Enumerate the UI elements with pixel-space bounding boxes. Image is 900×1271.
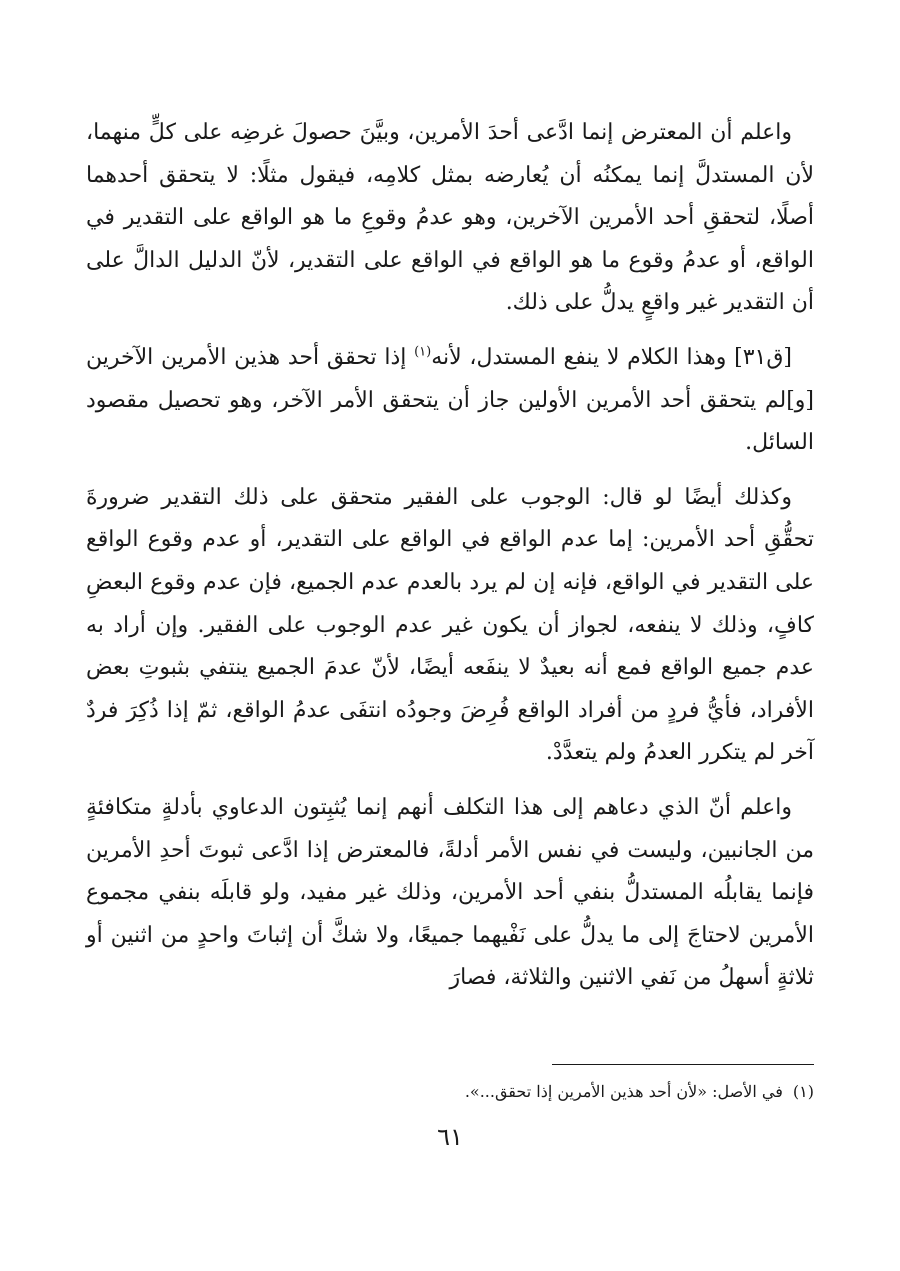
paragraph-2-end: إذا تحقق أحد هذين الأمرين الآخرين [و]لم يتحقق أحد الأمرين الأولين جاز أن يتحقق الأمر الآخر، وهو تحصيل مقصود السائل. bbox=[86, 344, 814, 456]
footnote-divider bbox=[552, 1064, 814, 1065]
page-number: ٦١ bbox=[437, 1123, 463, 1151]
footnote-text: في الأصل: «لأن أحد هذين الأمرين إذا تحقق...». bbox=[464, 1082, 783, 1101]
footnote bbox=[86, 1078, 814, 1106]
footnote-number: (١) bbox=[792, 1082, 814, 1101]
main-text bbox=[86, 112, 814, 1012]
footnote-reference: (١) bbox=[414, 344, 432, 360]
paragraph-1: واعلم أن المعترض إنما ادَّعى أحدَ الأمرين، وبيَّنَ حصولَ غرضِه على كلٍّ منهما، لأن المستدلَّ إنما يمكنُه أن يُعارضه بمثل كلامِه، فيقول مثلًا: لا يتحقق أحدهما أصلًا، لتحققِ أحد الأمرين الآخرين، وهو عدمُ وقوعِ ما هو الواقع على التقدير في الواقع، أو عدمُ وقوع ما هو الواقع في الواقع على التقدير، لأنّ الدليل الدالَّ على أن التقدير غير واقعٍ يدلُّ على ذلك. bbox=[86, 120, 814, 316]
paragraph-2 bbox=[86, 337, 814, 465]
paragraph-2-start: [ق٣١] وهذا الكلام لا ينفع المستدل، لأنه bbox=[431, 344, 792, 370]
paragraph-4: واعلم أنّ الذي دعاهم إلى هذا التكلف أنهم إنما يُثبِتون الدعاوي بأدلةٍ متكافئةٍ من الجانبين، وليست في نفس الأمر أدلةً، فالمعترض إذا ادَّعى ثبوتَ أحدِ الأمرين فإنما يقابلُه المستدلُّ بنفي أحد الأمرين، وذلك غير مفيد، ولو قابلَه بنفي مجموع الأمرين لاحتاجَ إلى ما يدلُّ على نَفْيهما جميعًا، ولا شكَّ أن إثباتَ واحدٍ من اثنين أو ثلاثةٍ أسهلُ من نَفي الاثنين والثلاثة، فصارَ bbox=[86, 794, 814, 991]
paragraph-3: وكذلك أيضًا لو قال: الوجوب على الفقير متحقق على ذلك التقدير ضرورةَ تحقُّقِ أحد الأمرين: إما عدم الواقع في الواقع على التقدير، أو عدم وقوع الواقع على التقدير في الواقع، فإنه إن لم يرد بالعدم عدم الجميع، فإن عدم وقوع البعضِ كافٍ، وذلك لا ينفعه، لجواز أن يكون غير عدم الوجوب على الفقير. وإن أراد به عدم جميع الواقع فمع أنه بعيدٌ لا ينفَعه أيضًا، لأنّ عدمَ الجميع ينتفي بثبوتِ بعض الأفراد، فأيُّ فردٍ من أفراد الواقع فُرِضَ وجودُه انتفَى عدمُ الواقع، ثمّ إذا ذُكِرَ فردٌ آخر لم يتكرر العدمُ ولم يتعدَّدْ. bbox=[86, 484, 814, 766]
